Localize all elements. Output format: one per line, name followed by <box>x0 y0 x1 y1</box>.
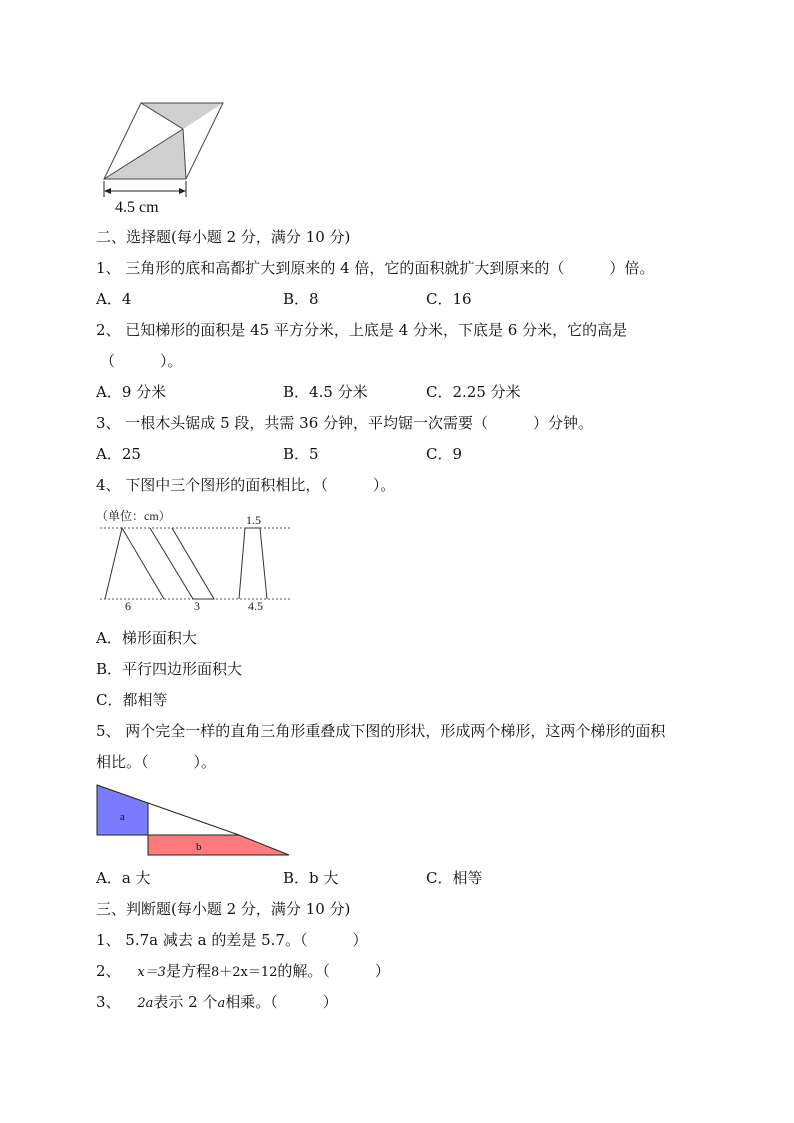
q5-option-c[interactable]: C．相等 <box>426 869 483 887</box>
q2-option-c[interactable]: C．2.25 分米 <box>426 383 521 401</box>
section2-heading: 二、选择题(每小题 2 分，满分 10 分) <box>96 228 351 246</box>
judge-question-3 <box>96 992 338 1014</box>
judge-q3-mid: 表示 2 个 <box>153 993 218 1011</box>
triangle-base-label: 6 <box>125 599 131 613</box>
q5-option-b[interactable]: B．b 大 <box>283 869 339 887</box>
question-2-line1: 2、 已知梯形的面积是 45 平方分米，上底是 4 分米，下底是 6 分米，它的高是 <box>96 321 628 339</box>
trapezoid-b <box>148 835 289 855</box>
question-5-line1: 5、 两个完全一样的直角三角形重叠成下图的形状，形成两个梯形，这两个梯形的面积 <box>96 722 666 740</box>
judge-q2-expr1: x＝3 <box>137 965 166 980</box>
label-a: a <box>120 811 125 823</box>
trapezoid-a <box>97 785 148 835</box>
parallelogram-shape <box>150 528 214 599</box>
q3-option-b[interactable]: B．5 <box>283 445 319 463</box>
q2-option-a[interactable]: A．9 分米 <box>96 383 167 401</box>
parallelogram-base-label: 3 <box>194 599 200 613</box>
label-b: b <box>196 841 202 853</box>
question-4: 4、 下图中三个图形的面积相比，（ ）。 <box>96 476 396 494</box>
section3-heading: 三、判断题(每小题 2 分，满分 10 分) <box>96 900 351 918</box>
q5-option-a[interactable]: A．a 大 <box>96 869 151 887</box>
q3-option-c[interactable]: C．9 <box>426 445 463 463</box>
judge-q3-expr1: 2a <box>137 996 154 1011</box>
unit-label: （单位：cm） <box>96 509 171 523</box>
q2-option-b[interactable]: B．4.5 分米 <box>283 383 368 401</box>
q1-option-b[interactable]: B．8 <box>283 290 319 308</box>
judge-q2-expr2: 8＋2x＝12 <box>210 965 278 980</box>
judge-q3-number: 3、 <box>96 993 121 1011</box>
trapezoid-base-label: 4.5 <box>248 599 263 613</box>
question-5-line2: 相比。（ ）。 <box>96 753 217 771</box>
q4-option-b[interactable]: B．平行四边形面积大 <box>96 660 243 678</box>
dimension-label: 4.5 cm <box>115 199 159 216</box>
top-base-label: 1.5 <box>246 513 261 527</box>
question-1: 1、 三角形的底和高都扩大到原来的 4 倍，它的面积就扩大到原来的（ ）倍。 <box>96 259 655 277</box>
q4-shapes-figure <box>96 506 296 616</box>
judge-question-2 <box>96 961 390 983</box>
shaded-top-triangle <box>141 103 223 129</box>
q1-option-a[interactable]: A．4 <box>96 290 132 308</box>
q3-option-a[interactable]: A．25 <box>96 445 141 463</box>
q4-option-c[interactable]: C．都相等 <box>96 691 168 709</box>
judge-q2-tail: 的解。（ ） <box>277 962 390 980</box>
q1-option-c[interactable]: C．16 <box>426 290 472 308</box>
trapezoid-shape <box>239 528 267 599</box>
question-2-line2: （ ）。 <box>100 352 183 370</box>
question-3: 3、 一根木头锯成 5 段，共需 36 分钟，平均锯一次需要（ ）分钟。 <box>96 414 594 432</box>
parallelogram-figure <box>96 96 236 218</box>
q4-option-a[interactable]: A．梯形面积大 <box>96 629 197 647</box>
triangle-shape <box>105 528 164 599</box>
judge-q2-number: 2、 <box>96 962 121 980</box>
judge-q3-expr2: a <box>217 996 226 1011</box>
q5-triangles-figure <box>96 784 296 860</box>
judge-q3-tail: 相乘。（ ） <box>225 993 338 1011</box>
judge-q2-mid: 是方程 <box>165 962 211 980</box>
judge-question-1: 1、 5.7a 减去 a 的差是 5.7。（ ） <box>96 931 368 949</box>
